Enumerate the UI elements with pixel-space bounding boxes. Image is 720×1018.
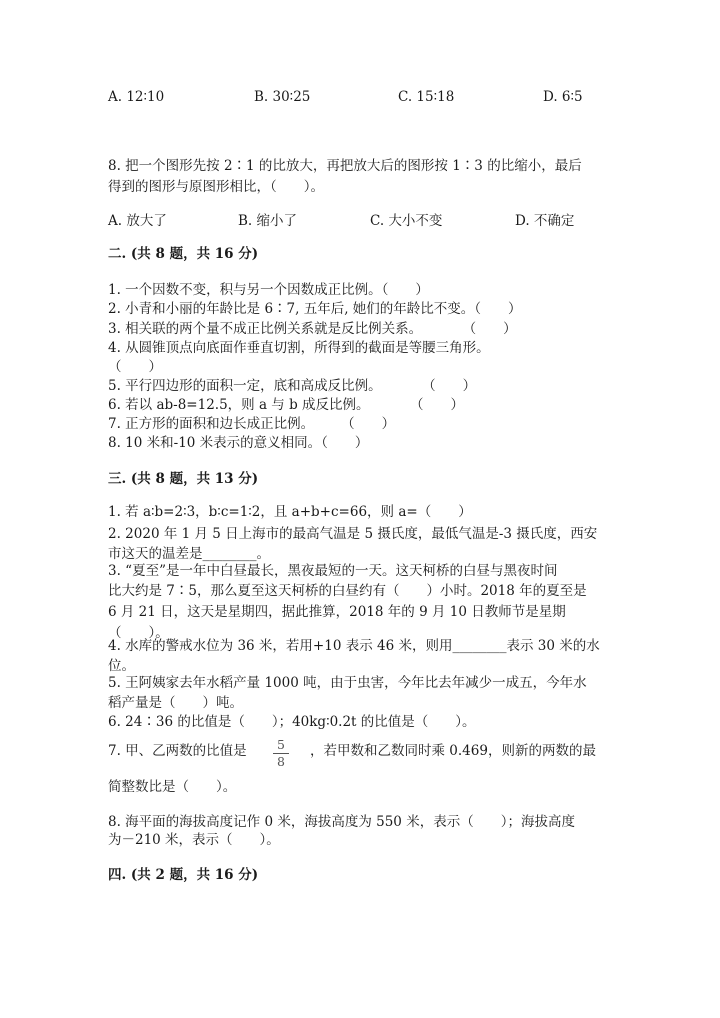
q8-text-line1: 8. 把一个图形先按 2∶1 的比放大，再把放大后的图形按 1∶3 的比缩小，最后 [108, 158, 582, 174]
section3-line: 3. “夏至”是一年中白昼最长，黑夜最短的一天。这天柯桥的白昼与黑夜时间 [108, 563, 558, 579]
section2-header: 二. (共 8 题，共 16 分) [108, 246, 259, 262]
section3-line: 1. 若 a∶b=2∶3，b∶c=1∶2，且 a+b+c=66，则 a=（ ） [108, 504, 472, 520]
section2-item: 3. 相关联的两个量不成正比例关系就是反比例关系。 （ ） [108, 321, 517, 337]
section2-item: 6. 若以 ab-8=12.5，则 a 与 b 成反比例。 （ ） [108, 397, 465, 413]
q7-option-a: A. 12∶10 [108, 89, 165, 105]
q7-option-c: C. 15∶18 [398, 89, 455, 105]
section3-line: 6. 24∶36 的比值是（ ）；40kg∶0.2t 的比值是（ ）。 [108, 714, 476, 730]
section2-item: 2. 小青和小丽的年龄比是 6∶7, 五年后, 她们的年龄比不变。（ ） [108, 301, 522, 317]
section3-line: （ ）。 [108, 625, 169, 641]
section2-item: 5. 平行四边形的面积一定，底和高成反比例。 （ ） [108, 378, 477, 394]
section3-line: 4. 水库的警戒水位为 36 米，若用+10 表示 46 米，则用________表示 30 米的水 [108, 638, 600, 654]
section3-line: 比大约是 7∶5，那么夏至这天柯桥的白昼约有（ ）小时。2018 年的夏至是 [108, 583, 587, 599]
q8-option-c: C. 大小不变 [370, 213, 443, 229]
section2-item: （ ） [108, 359, 162, 375]
fraction-five-eighths [270, 738, 292, 769]
section2-item: 1. 一个因数不变，积与另一个因数成正比例。（ ） [108, 282, 429, 298]
section3-line: 2. 2020 年 1 月 5 日上海市的最高气温是 5 摄氏度，最低气温是-3 摄氏度，西安 [108, 526, 598, 542]
section3-line: 5. 王阿姨家去年水稻产量 1000 吨，由于虫害，今年比去年减少一成五，今年水 [108, 675, 587, 691]
q3-7-suffix: ，若甲数和乙数同时乘 0.469，则新的两数的最 [310, 743, 596, 759]
section4-header: 四. (共 2 题，共 16 分) [108, 867, 259, 883]
q8-option-b: B. 缩小了 [238, 213, 298, 229]
section3-line: 位。 [108, 658, 135, 674]
q8-text-line2: 得到的图形与原图形相比，（ ）。 [108, 179, 324, 195]
section2-item: 7. 正方形的面积和边长成正比例。 （ ） [108, 416, 396, 432]
q3-8-line1: 8. 海平面的海拔高度记作 0 米，海拔高度为 550 米，表示（ ）；海拔高度 [108, 814, 575, 830]
q3-7-line2: 简整数比是（ ）。 [108, 779, 237, 795]
section3-header: 三. (共 8 题，共 13 分) [108, 471, 259, 487]
q7-option-d: D. 6∶5 [543, 89, 583, 105]
fraction-denominator: 8 [277, 754, 285, 769]
q7-option-b: B. 30∶25 [254, 89, 311, 105]
section3-line: 市这天的温差是________。 [108, 546, 270, 562]
q3-8-line2: 为－210 米，表示（ ）。 [108, 832, 280, 848]
fraction-numerator: 5 [277, 737, 285, 752]
q3-7-prefix: 7. 甲、乙两数的比值是 [108, 743, 247, 759]
section3-line: 6 月 21 日，这天是星期四，据此推算，2018 年的 9 月 10 日教师节是星期 [108, 604, 566, 620]
section2-item: 4. 从圆锥顶点向底面作垂直切割，所得到的截面是等腰三角形。 [108, 340, 490, 356]
section3-line: 稻产量是（ ）吨。 [108, 695, 243, 711]
section2-item: 8. 10 米和-10 米表示的意义相同。（ ） [108, 435, 369, 451]
q8-option-a: A. 放大了 [108, 213, 167, 229]
q8-option-d: D. 不确定 [515, 213, 575, 229]
